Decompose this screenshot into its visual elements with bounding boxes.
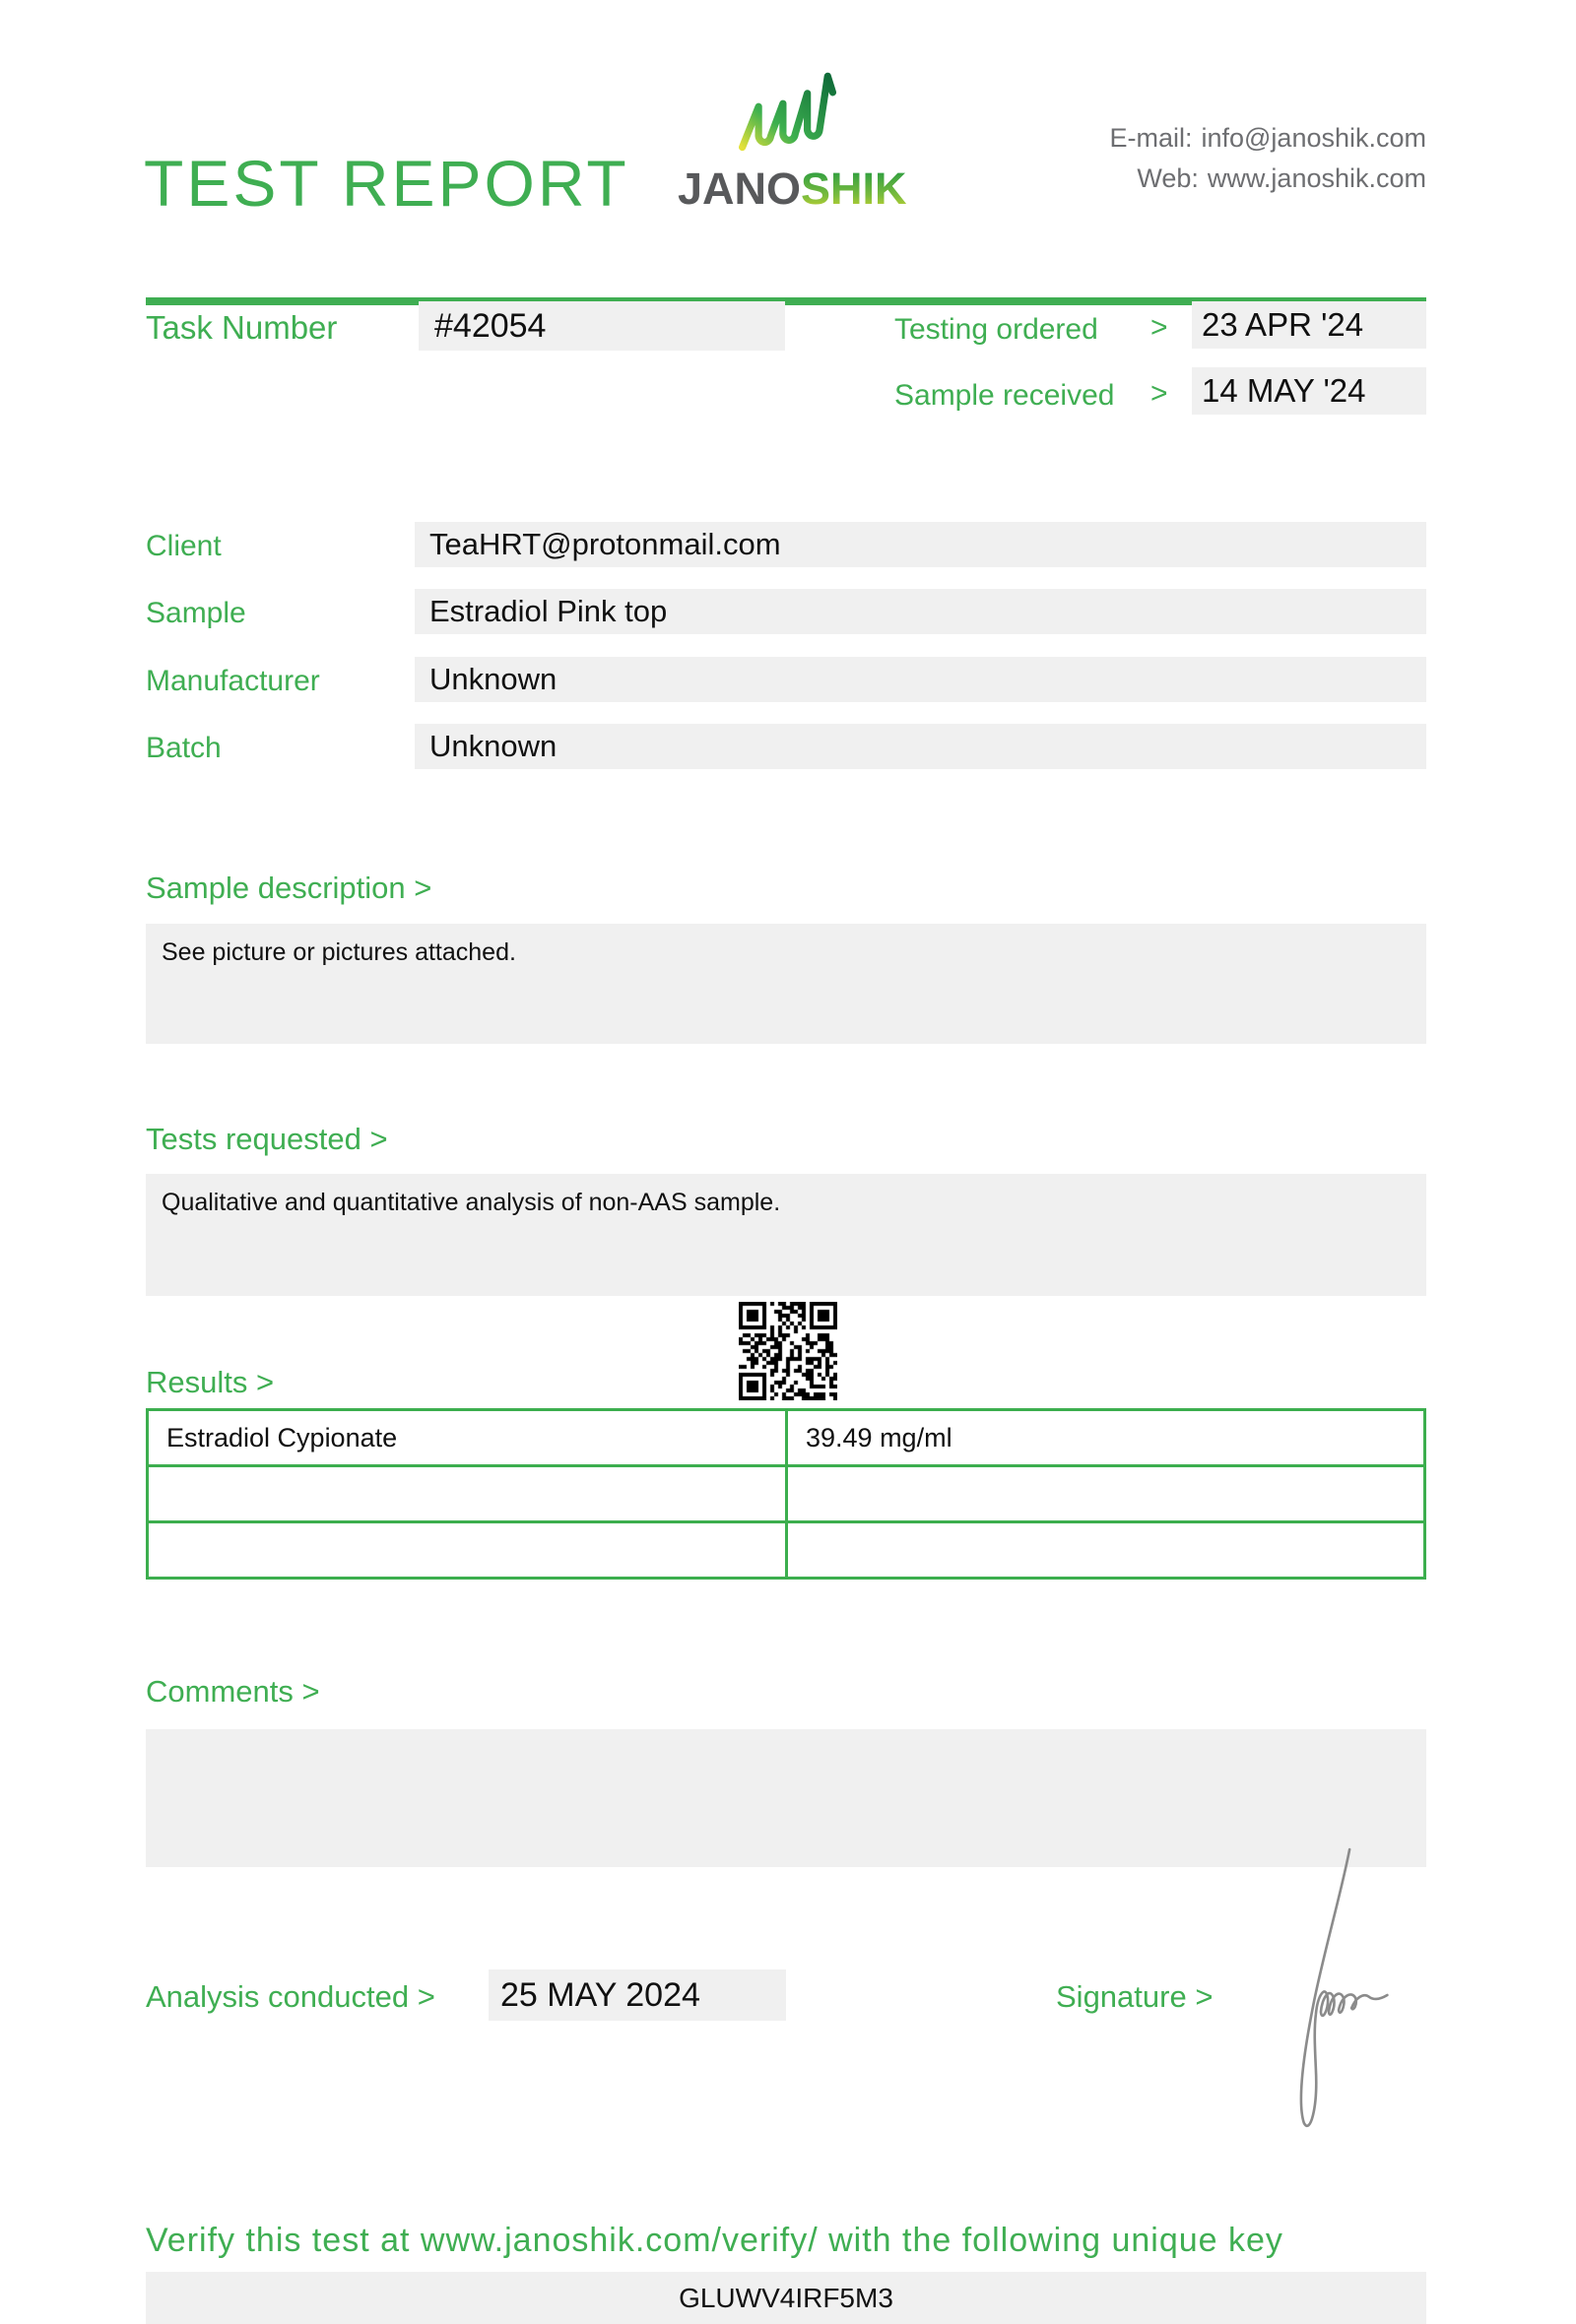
table-row — [148, 1522, 1425, 1579]
contact-web-line — [1109, 159, 1426, 199]
batch-label: Batch — [146, 732, 222, 764]
task-number-value: #42054 — [419, 301, 785, 351]
qr-code — [739, 1302, 837, 1400]
results-heading: Results > — [146, 1365, 275, 1399]
result-value — [787, 1466, 1425, 1522]
verify-key-value: GLUWV4IRF5M3 — [146, 2272, 1426, 2324]
testing-ordered-label: Testing ordered — [894, 313, 1098, 346]
sample-label: Sample — [146, 597, 246, 629]
sample-description-box — [146, 924, 1426, 1044]
result-value — [787, 1522, 1425, 1579]
logo-wordmark — [678, 163, 907, 215]
sample-value: Estradiol Pink top — [415, 589, 1426, 634]
tests-requested-text: Qualitative and quantitative analysis of non-AAS sample. — [162, 1189, 781, 1216]
client-value: TeaHRT@protonmail.com — [415, 522, 1426, 567]
contact-block — [1109, 118, 1426, 199]
analysis-conducted-label: Analysis conducted > — [146, 1979, 435, 2014]
logo-text-jano: JANO — [678, 163, 802, 214]
result-name — [148, 1466, 787, 1522]
result-value: 39.49 mg/ml — [787, 1410, 1425, 1466]
result-name — [148, 1522, 787, 1579]
verify-instruction: Verify this test at www.janoshik.com/verify/ with the following unique key — [146, 2222, 1283, 2259]
web-label: Web: — [1137, 163, 1199, 193]
manufacturer-label: Manufacturer — [146, 665, 320, 697]
tests-requested-heading: Tests requested > — [146, 1122, 388, 1156]
sample-received-label: Sample received — [894, 379, 1115, 412]
results-table — [146, 1408, 1426, 1580]
result-name: Estradiol Cypionate — [148, 1410, 787, 1466]
table-row — [148, 1410, 1425, 1466]
sample-received-value: 14 MAY '24 — [1192, 367, 1426, 415]
testing-ordered-value: 23 APR '24 — [1192, 301, 1426, 349]
client-label: Client — [146, 530, 222, 562]
batch-value: Unknown — [415, 724, 1426, 769]
sample-description-heading: Sample description > — [146, 871, 432, 905]
testing-ordered-arrow: > — [1150, 311, 1168, 344]
email-value: info@janoshik.com — [1201, 123, 1426, 153]
comments-box — [146, 1729, 1426, 1867]
web-value: www.janoshik.com — [1207, 163, 1426, 193]
table-row — [148, 1466, 1425, 1522]
signature-label: Signature > — [1056, 1979, 1214, 2014]
email-label: E-mail: — [1109, 123, 1193, 153]
analysis-date-value: 25 MAY 2024 — [489, 1969, 786, 2021]
sample-received-arrow: > — [1150, 377, 1168, 410]
manufacturer-value: Unknown — [415, 657, 1426, 702]
logo-trend-icon — [735, 65, 839, 161]
logo-text-shik: SHIK — [801, 163, 907, 214]
tests-requested-box — [146, 1174, 1426, 1296]
task-number-label: Task Number — [146, 309, 338, 346]
page-title: TEST REPORT — [144, 147, 629, 220]
comments-heading: Comments > — [146, 1674, 320, 1709]
signature-image — [1264, 1843, 1394, 2141]
contact-email-line — [1109, 118, 1426, 159]
sample-description-text: See picture or pictures attached. — [162, 938, 516, 966]
